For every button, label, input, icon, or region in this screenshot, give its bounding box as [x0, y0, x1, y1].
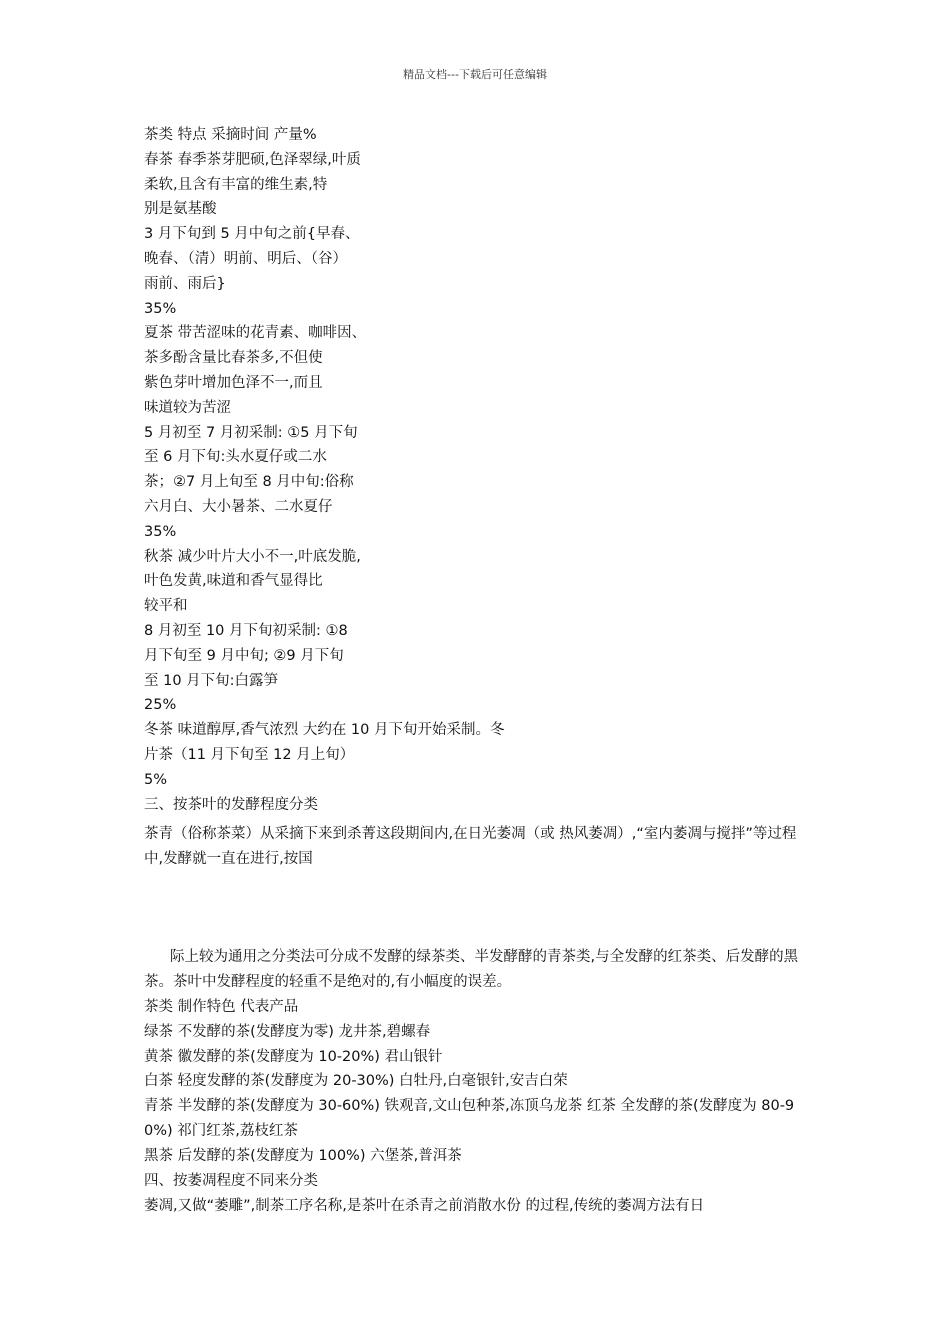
text-line: 至 10 月下旬:白露笋	[144, 672, 279, 689]
text-line: 3 月下旬到 5 月中旬之前{早春、	[144, 226, 360, 243]
withering-section	[144, 1144, 812, 1218]
text-line: 较平和	[144, 598, 188, 615]
text-line: 35%	[144, 300, 177, 317]
text-line: 茶多酚含量比春茶多,不但使	[144, 350, 323, 367]
page-header: 精品文档---下载后可任意编辑	[403, 68, 547, 81]
text-line: 秋茶 减少叶片大小不一,叶底发脆,	[144, 548, 361, 565]
fermentation-classification-paragraph: 际上较为通用之分类法可分成不发酵的绿茶类、半发酵酵的青茶类,与全发酵的红茶类、后发酵的黑茶。茶叶中发酵程度的轻重不是绝对的,有小幅度的误差。	[144, 949, 799, 990]
text-line: 月下旬至 9 月中旬; ②9 月下旬	[144, 647, 344, 664]
text-line: 春茶 春季茶芽肥硕,色泽翠绿,叶质	[144, 151, 361, 168]
text-line: 三、按茶叶的发酵程度分类	[144, 796, 318, 813]
text-line: 柔软,且含有丰富的维生素,特	[144, 176, 328, 193]
text-line: 黑茶 后发酵的茶(发酵度为 100%) 六堡茶,普洱茶	[144, 1148, 462, 1164]
text-line: 25%	[144, 697, 177, 714]
text-line: 茶类 特点 采摘时间 产量%	[144, 127, 317, 143]
text-line: 5 月初至 7 月初采制: ①5 月下旬	[144, 424, 358, 441]
fermentation-tea-row-qing-hong: 青茶 半发酵的茶(发酵度为 30-60%) 铁观音,文山包种茶,冻顶乌龙茶 红茶 全发酵的茶(发酵度为 80-90%) 祁门红茶,荔枝红茶	[144, 1098, 795, 1139]
fermentation-intro-paragraph: 茶青（俗称茶菜）从采摘下来到杀菁这段期间内,在日光萎凋（或 热风萎凋）,“室内萎凋与搅拌”等过程中,发酵就一直在进行,按国	[144, 826, 797, 867]
table-row: 绿茶 不发酵的茶(发酵度为零) 龙井茶,碧螺春	[144, 1023, 431, 1040]
text-line: 叶色发黄,味道和香气显得比	[144, 573, 323, 590]
text-line: 5%	[144, 771, 168, 788]
text-line: 晚春、（清）明前、明后、（谷）	[144, 250, 347, 267]
text-line: 四、按萎凋程度不同来分类	[144, 1172, 318, 1189]
fermentation-tea-table	[144, 995, 812, 1094]
text-line: 片茶（11 月下旬至 12 月上旬）	[144, 746, 355, 763]
table-row: 黄茶 徽发酵的茶(发酵度为 10-20%) 君山银针	[144, 1048, 443, 1065]
text-line: 六月白、大小暑茶、二水夏仔	[144, 498, 333, 515]
text-line: 味道较为苦涩	[144, 399, 231, 416]
text-line: 茶；②7 月上旬至 8 月中旬:俗称	[144, 474, 354, 491]
season-tea-table	[144, 123, 812, 817]
text-line: 夏茶 带苦涩味的花青素、咖啡因、	[144, 325, 367, 342]
text-line: 萎凋,又做“萎雕”,制茶工序名称,是茶叶在杀青之前消散水份 的过程,传统的萎凋方法有日	[144, 1197, 705, 1214]
text-line: 雨前、雨后}	[144, 275, 226, 292]
text-line: 35%	[144, 523, 177, 540]
text-line: 别是氨基酸	[144, 201, 217, 218]
text-line: 冬茶 味道醇厚,香气浓烈 大约在 10 月下旬开始采制。冬	[144, 722, 505, 739]
table-row: 白茶 轻度发酵的茶(发酵度为 20-30%) 白牡丹,白毫银针,安吉白荣	[144, 1073, 568, 1090]
text-line: 紫色芽叶增加色泽不一,而且	[144, 374, 323, 391]
text-line: 至 6 月下旬:头水夏仔或二水	[144, 449, 327, 466]
text-line: 8 月初至 10 月下旬初采制: ①8	[144, 622, 348, 639]
table-row: 茶类 制作特色 代表产品	[144, 999, 299, 1015]
